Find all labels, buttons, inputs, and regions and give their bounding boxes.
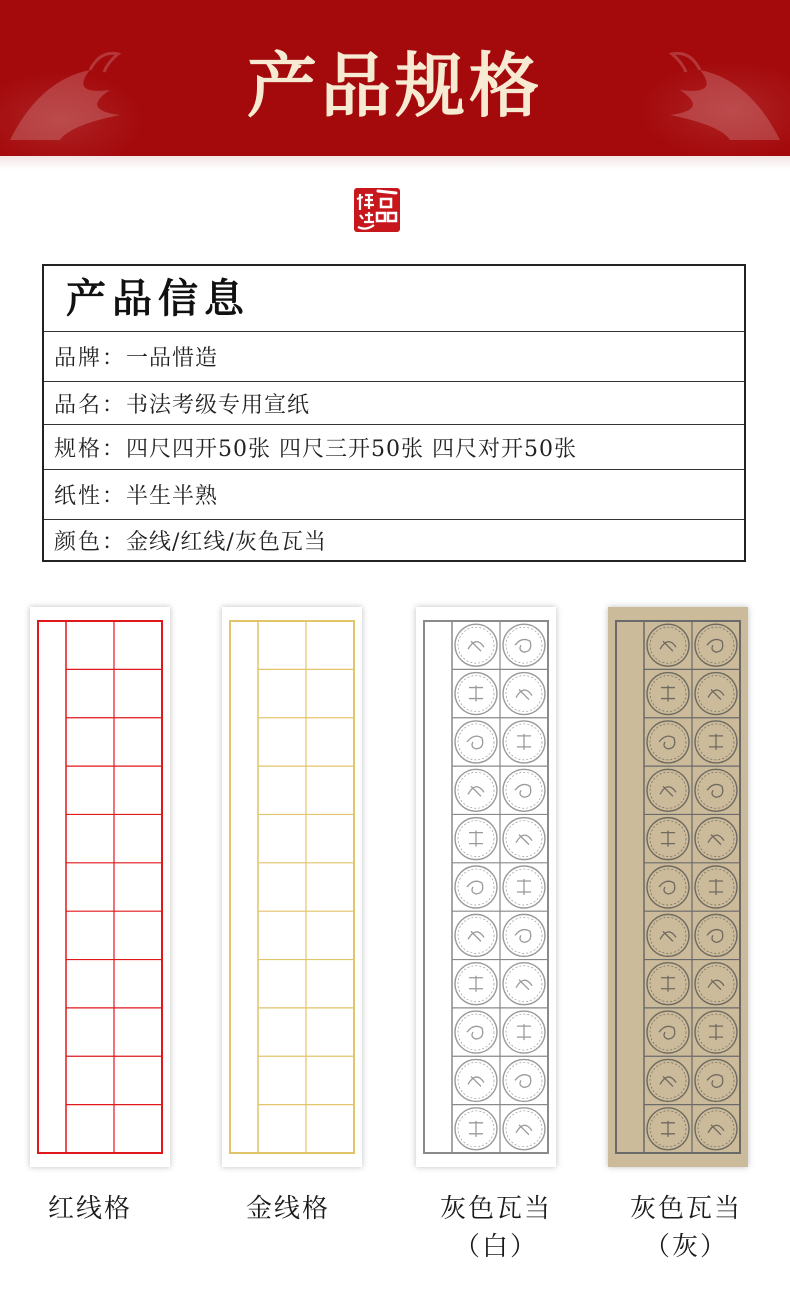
info-value: 四尺四开50张 四尺三开50张 四尺对开50张 xyxy=(126,436,577,462)
sheet-drawing xyxy=(222,607,362,1167)
info-value: 半生半熟 xyxy=(126,484,219,509)
caption-line: 灰色瓦当 xyxy=(629,1194,742,1224)
brand-seal-logo xyxy=(350,185,404,235)
sheet-drawing xyxy=(30,607,170,1167)
sheet-drawing xyxy=(416,607,556,1167)
sample-caption-watang-grey xyxy=(606,1190,766,1266)
info-value: 书法考级专用宣纸 xyxy=(126,392,311,418)
red-grid-paper-sample xyxy=(30,607,170,1167)
gold-grid-paper-sample xyxy=(222,607,362,1167)
header-banner xyxy=(0,0,790,156)
info-row-spec xyxy=(44,425,744,470)
product-info-heading: 产品信息 xyxy=(44,266,744,332)
info-key: 纸性： xyxy=(54,484,127,509)
info-value: 金线/红线/灰色瓦当 xyxy=(126,529,327,555)
grey-watang-white-paper-sample xyxy=(416,607,556,1167)
sample-caption-red-grid xyxy=(20,1190,160,1228)
info-key: 规格： xyxy=(54,436,127,462)
banner-fade xyxy=(0,156,790,170)
caption-line: （灰） xyxy=(643,1232,728,1262)
info-row-paper-type xyxy=(44,470,744,520)
info-key: 颜色： xyxy=(54,529,127,555)
info-row-name xyxy=(44,382,744,425)
sheet-drawing xyxy=(608,607,748,1167)
info-row-brand xyxy=(44,332,744,382)
product-info-table xyxy=(42,264,746,562)
info-key: 品名： xyxy=(54,392,127,418)
info-value: 一品惜造 xyxy=(126,346,219,371)
grey-watang-grey-paper-sample xyxy=(608,607,748,1167)
caption-line: 金线格 xyxy=(245,1194,330,1224)
sample-caption-gold-grid xyxy=(218,1190,358,1228)
page-title: 产品规格 xyxy=(247,44,543,127)
info-key: 品牌： xyxy=(54,346,127,371)
sample-caption-watang-white xyxy=(416,1190,576,1266)
info-row-color xyxy=(44,520,744,560)
caption-line: 红线格 xyxy=(47,1194,132,1224)
caption-line: 灰色瓦当 xyxy=(439,1194,552,1224)
caption-line: （白） xyxy=(453,1232,538,1262)
